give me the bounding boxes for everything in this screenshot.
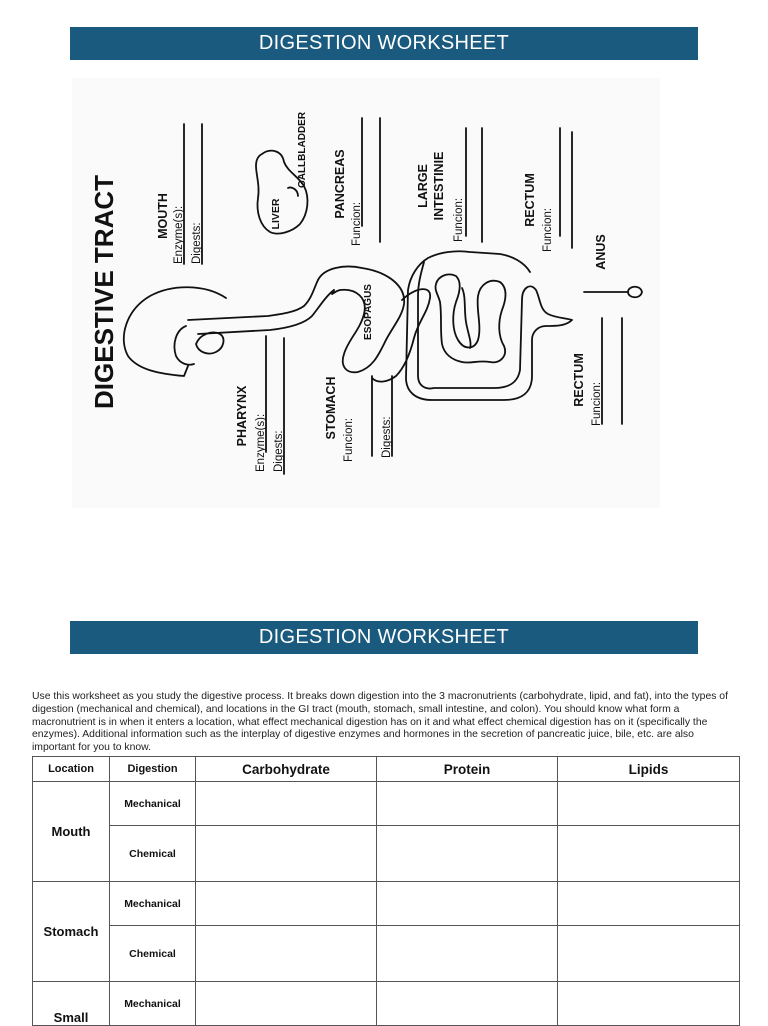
table-header-row xyxy=(33,757,740,782)
mouth-cavity xyxy=(174,326,194,365)
liver-label: LIVER xyxy=(270,198,282,230)
digestion-chemical: Chemical xyxy=(110,926,196,982)
answer-cell[interactable] xyxy=(377,882,558,926)
digestion-chemical: Chemical xyxy=(110,826,196,882)
answer-cell[interactable] xyxy=(196,882,377,926)
table-row xyxy=(33,782,740,826)
pharynx-tube xyxy=(188,280,318,320)
header-carbohydrate: Carbohydrate xyxy=(196,757,377,782)
diagram-title: DIGESTIVE TRACT xyxy=(89,174,119,410)
table-row xyxy=(33,882,740,926)
rectum-lower-label: RECTUM xyxy=(572,353,586,407)
large-intestine-label-2: INTESTINIE xyxy=(432,151,446,221)
digestion-mechanical: Mechanical xyxy=(110,982,196,1026)
pancreas-function-label: Funcion: xyxy=(351,201,363,246)
tongue xyxy=(196,332,223,353)
rectum-upper-function-label: Funcion: xyxy=(542,207,554,252)
head-outline xyxy=(124,287,226,376)
gallbladder-label: GALLBLADDER xyxy=(297,111,308,189)
esophagus-label: ESOPAGUS xyxy=(363,284,374,340)
stomach-inner xyxy=(372,289,430,382)
answer-cell[interactable] xyxy=(558,782,740,826)
anus-label: ANUS xyxy=(594,234,608,270)
pharynx-digests-label: Digests: xyxy=(273,430,285,472)
location-mouth: Mouth xyxy=(33,782,110,882)
large-intestine-function-label: Funcion: xyxy=(453,197,465,242)
stomach-outline xyxy=(318,267,404,373)
answer-cell[interactable] xyxy=(377,782,558,826)
large-intestine xyxy=(406,251,572,400)
small-intestine xyxy=(435,274,505,362)
location-stomach: Stomach xyxy=(33,882,110,982)
answer-cell[interactable] xyxy=(196,982,377,1026)
mouth-label: MOUTH xyxy=(156,193,170,239)
stomach-label: STOMACH xyxy=(324,376,338,440)
table-row xyxy=(33,926,740,982)
large-intestine-label-1: LARGE xyxy=(416,164,430,208)
answer-cell[interactable] xyxy=(558,882,740,926)
mouth-enzymes-label: Enzyme(s): xyxy=(173,205,185,264)
worksheet-title: DIGESTION WORKSHEET xyxy=(258,32,510,54)
stomach-digests-label: Digests: xyxy=(381,416,393,458)
answer-cell[interactable] xyxy=(377,982,558,1026)
answer-cell[interactable] xyxy=(196,782,377,826)
rectum-lower-function-label: Funcion: xyxy=(591,381,603,426)
worksheet-section-title: DIGESTION WORKSHEET xyxy=(258,626,510,648)
worksheet-instructions: Use this worksheet as you study the digestive process. It breaks down digestion into the 3 macronutrients (carbohydrate, lipid, and fat), into the types of digestion (mechanical and chemical), and locations in the GI tract (mouth, stomach, small intestine, and colon). You should know what form a macronutrient is in when it enters a location, what effect mechanical digestion has on it and what effect chemical digestion has on it (specifically the enzymes). Additional information such as the interplay of digestive enzymes and hormones in the secretion of pancreatic juice, bile, etc. are also important for you to know. xyxy=(32,691,728,753)
digestion-mechanical: Mechanical xyxy=(110,882,196,926)
pancreas-label: PANCREAS xyxy=(333,149,347,219)
mouth-digests-label: Digests: xyxy=(191,222,203,264)
digestion-table xyxy=(32,756,740,1026)
digestion-mechanical: Mechanical xyxy=(110,782,196,826)
pharynx-tube-lower xyxy=(198,290,334,334)
table-row xyxy=(33,982,740,1026)
anus-bulb xyxy=(628,287,642,298)
rectum-upper-label: RECTUM xyxy=(523,173,537,227)
answer-cell[interactable] xyxy=(377,826,558,882)
header-digestion: Digestion xyxy=(110,757,196,782)
pharynx-label: PHARYNX xyxy=(235,385,249,447)
small-intestine-inner xyxy=(462,288,471,348)
table-row xyxy=(33,826,740,882)
stomach-function-label: Funcion: xyxy=(343,417,355,462)
answer-cell[interactable] xyxy=(558,926,740,982)
header-location: Location xyxy=(33,757,110,782)
answer-cell[interactable] xyxy=(196,926,377,982)
pharynx-enzymes-label: Enzyme(s): xyxy=(255,413,267,472)
answer-cell[interactable] xyxy=(377,926,558,982)
answer-cell[interactable] xyxy=(558,982,740,1026)
header-lipids: Lipids xyxy=(558,757,740,782)
answer-cell[interactable] xyxy=(196,826,377,882)
answer-cell[interactable] xyxy=(558,826,740,882)
header-protein: Protein xyxy=(377,757,558,782)
worksheet-section-banner xyxy=(70,621,698,654)
location-small-intestine: Small xyxy=(33,982,110,1026)
